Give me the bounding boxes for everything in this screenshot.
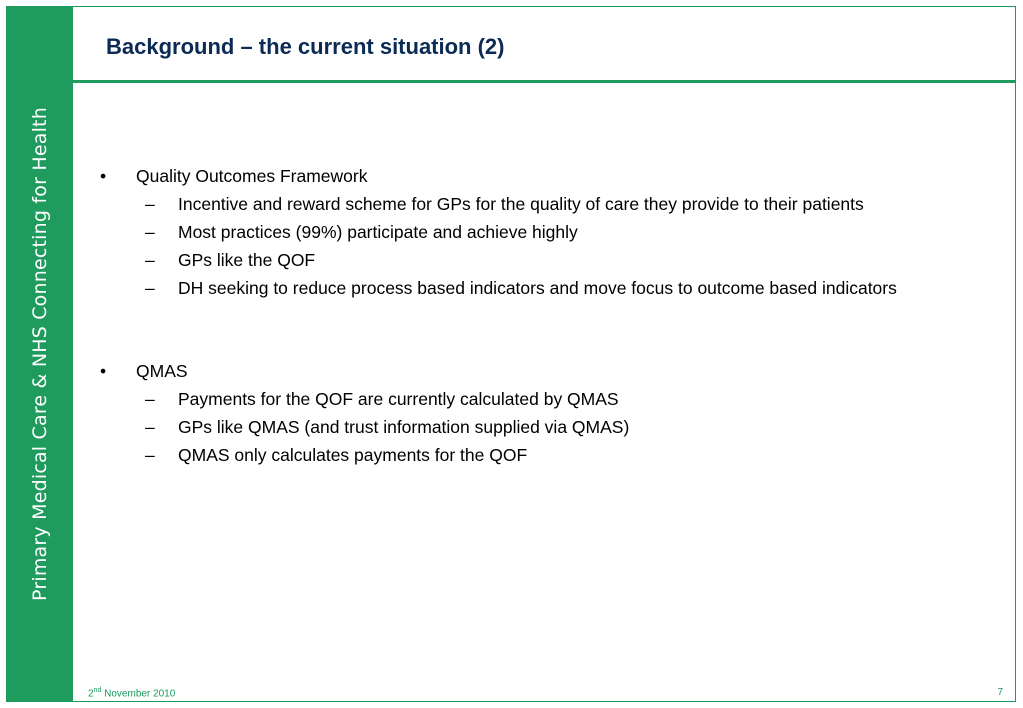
sub-bullet-text: QMAS only calculates payments for the QOF	[178, 445, 528, 465]
date-suffix: nd	[93, 687, 102, 694]
sub-bullet-item	[100, 222, 980, 243]
bullet-mark: •	[100, 361, 107, 381]
bullet-item	[100, 166, 980, 187]
sub-bullet-text: DH seeking to reduce process based indicators and move focus to outcome based indicators	[178, 278, 897, 298]
sub-bullet-text: Incentive and reward scheme for GPs for the quality of care they provide to their patients	[178, 194, 864, 214]
bullet-text: QMAS	[136, 361, 188, 381]
bullet-list	[100, 166, 980, 466]
dash-mark: –	[145, 250, 155, 270]
sub-bullet-text: Most practices (99%) participate and achieve highly	[178, 222, 578, 242]
sub-bullet-text: Payments for the QOF are currently calculated by QMAS	[178, 389, 619, 409]
sub-bullet-item	[100, 194, 980, 215]
sub-bullet-item	[100, 445, 980, 466]
sub-bullet-item	[100, 389, 980, 410]
footer-date	[88, 687, 175, 699]
date-rest: November 2010	[101, 688, 176, 700]
dash-mark: –	[145, 194, 155, 214]
sub-bullet-item	[100, 278, 980, 299]
page-number: 7	[997, 687, 1003, 698]
sub-bullet-text: GPs like QMAS (and trust information supplied via QMAS)	[178, 417, 630, 437]
sidebar-caption: Primary Medical Care & NHS Connecting for Health	[29, 107, 51, 601]
date-day: 2	[88, 688, 94, 700]
sidebar-band	[7, 7, 73, 701]
spacer	[100, 299, 980, 361]
sub-bullet-item	[100, 417, 980, 438]
dash-mark: –	[145, 278, 155, 298]
dash-mark: –	[145, 445, 155, 465]
slide-title: Background – the current situation (2)	[106, 34, 505, 59]
bullet-mark: •	[100, 166, 107, 186]
dash-mark: –	[145, 389, 155, 409]
sub-bullet-text: GPs like the QOF	[178, 250, 316, 270]
bullet-text: Quality Outcomes Framework	[136, 166, 368, 186]
dash-mark: –	[145, 417, 155, 437]
bullet-item	[100, 361, 980, 382]
sub-bullet-item	[100, 250, 980, 271]
dash-mark: –	[145, 222, 155, 242]
title-divider	[73, 80, 1016, 83]
